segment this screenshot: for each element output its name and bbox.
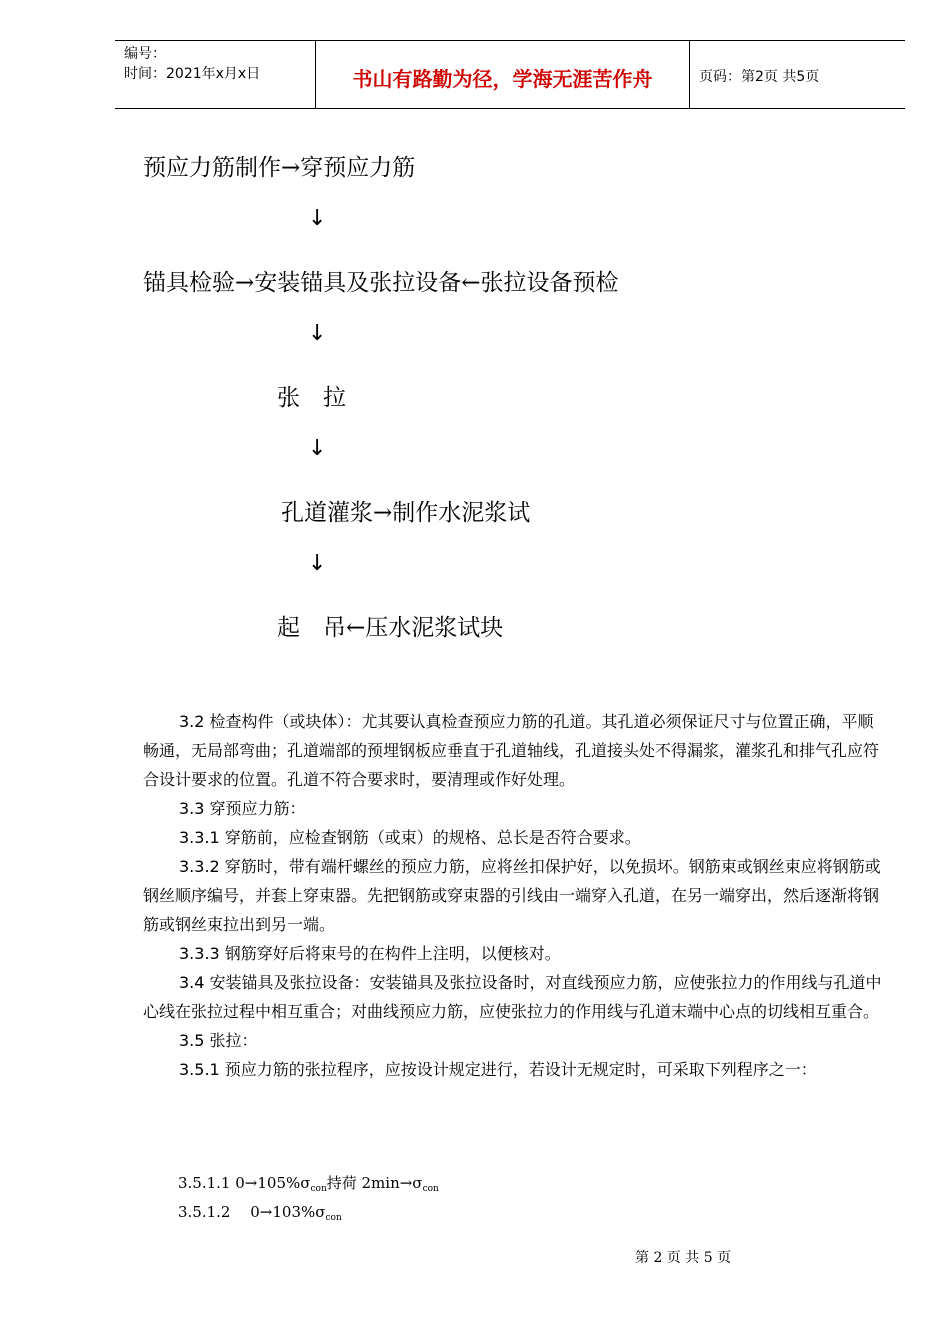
formula-text: 持荷 2min→σ: [326, 1174, 423, 1192]
paragraph: 3.3.2 穿筋时，带有端杆螺丝的预应力筋，应将丝扣保护好，以免损坏。钢筋束或钢丝束应将钢筋或钢丝顺序编号，并套上穿束器。先把钢筋或穿束器的引线由一端穿入孔道，在另一端穿出，然后逐渐将钢筋或钢丝束拉出到另一端。: [143, 857, 881, 934]
flow-arrow-4: ↓: [308, 551, 327, 576]
header-table: [115, 40, 905, 109]
formula-subscript: con: [310, 1184, 327, 1194]
paragraph: 3.3.3 钢筋穿好后将束号的在构件上注明，以便核对。: [179, 944, 561, 963]
header-motto-cell: [316, 41, 690, 108]
flow-row-5: 起 吊←压水泥浆试块: [277, 615, 504, 641]
formula-subscript: con: [422, 1184, 439, 1194]
header-motto: 书山有路勤为径，学海无涯苦作舟: [352, 67, 653, 91]
formula-subscript: con: [325, 1213, 342, 1223]
header-page-number: 页码：第2页 共5页: [699, 69, 820, 85]
formula-text: 3.5.1.2 0→103%σ: [178, 1203, 326, 1221]
flow-arrow-1: ↓: [308, 206, 327, 231]
paragraph: 3.3.1 穿筋前，应检查钢筋（或束）的规格、总长是否符合要求。: [179, 828, 641, 847]
flow-arrow-2: ↓: [308, 321, 327, 346]
paragraph: 3.5.1 预应力筋的张拉程序，应按设计规定进行，若设计无规定时，可采取下列程序之一：: [179, 1060, 817, 1079]
body-text: [143, 707, 883, 1084]
header-meta-cell: [115, 41, 316, 108]
flow-row-1: 预应力筋制作→穿预应力筋: [143, 155, 416, 181]
formula-text: 3.5.1.1 0→105%σ: [178, 1174, 311, 1192]
flow-row-2: 锚具检验→安装锚具及张拉设备←张拉设备预检: [143, 270, 619, 296]
flow-row-4: 孔道灌浆→制作水泥浆试: [281, 500, 531, 526]
paragraph: 3.3 穿预应力筋：: [179, 799, 306, 818]
formula-3-5-1-2: [178, 1201, 342, 1223]
document-time: 时间：2021年x月x日: [124, 66, 261, 82]
flow-arrow-3: ↓: [308, 436, 327, 461]
document-number: 编号：: [124, 46, 166, 62]
paragraph: 3.4 安装锚具及张拉设备：安装锚具及张拉设备时，对直线预应力筋，应使张拉力的作用线与孔道中心线在张拉过程中相互重合；对曲线预应力筋，应使张拉力的作用线与孔道末端中心点的切线相互重合。: [143, 973, 882, 1021]
header-page-cell: [690, 41, 905, 108]
paragraph: 3.2 检查构件（或块体）：尤其要认真检查预应力筋的孔道。其孔道必须保证尺寸与位置正确，平顺畅通，无局部弯曲；孔道端部的预埋钢板应垂直于孔道轴线，孔道接头处不得漏浆，灌浆孔和排气孔应符合设计要求的位置。孔道不符合要求时，要清理或作好处理。: [143, 712, 880, 789]
paragraph: 3.5 张拉：: [179, 1031, 258, 1050]
flow-row-3: 张 拉: [277, 385, 346, 411]
page-footer: 第 2 页 共 5 页: [635, 1250, 732, 1266]
formula-3-5-1-1: [178, 1172, 439, 1194]
